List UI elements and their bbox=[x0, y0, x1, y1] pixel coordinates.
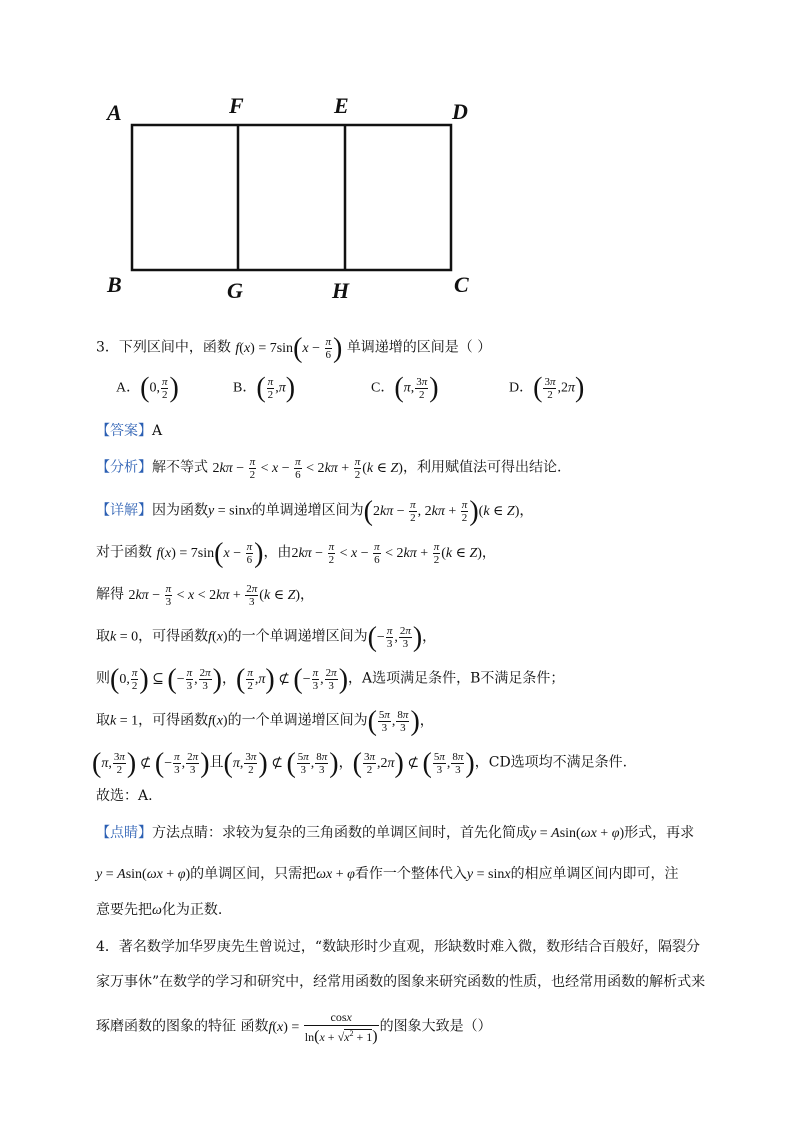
detail-6-k: k = 1 bbox=[110, 713, 139, 729]
tip-2c-text: 的相应单调区间内即可，注 bbox=[510, 866, 679, 882]
option-c[interactable]: C．(π, $\frac{3\pi}{2}$ ) bbox=[371, 372, 439, 404]
detail-7-math-1: (π, $\frac{3\pi}{2}$ ) ⊄ (− $\frac{\pi}{3}$ , $\frac{2\pi}{3}$ ) bbox=[92, 747, 210, 779]
option-a-label: A． bbox=[116, 380, 141, 396]
tip-2-math-b: ωx + φ bbox=[316, 867, 355, 882]
detail-4-f: f(x) bbox=[208, 629, 228, 645]
option-b[interactable]: B．( $\frac{\pi}{2}$ ,π) bbox=[233, 372, 296, 404]
q4-line-2 bbox=[96, 972, 705, 992]
outer-rectangle bbox=[132, 125, 451, 270]
q3-analysis bbox=[96, 456, 561, 481]
q3-detail-7 bbox=[92, 747, 628, 779]
q3-function: f(x) = 7sin(x − $\frac{\pi}{6}$ ) bbox=[235, 332, 343, 364]
analysis-inequality: 2kπ − $\frac{\pi}{2}$ < x − $\frac{\pi}{6}$ < 2kπ + $\frac{\pi}{2}$ (k ∈ Z) bbox=[212, 456, 403, 481]
detail-2-func: f(x) = 7sin(x − $\frac{\pi}{6}$ ) bbox=[156, 537, 264, 569]
q4-line-2-text: 家万事休”在数学的学习和研究中，经常用函数的图象来研究函数的性质，也经常用函数的解析式来 bbox=[96, 974, 706, 990]
detail-4-pre: 取 bbox=[96, 628, 110, 645]
option-a[interactable]: A．(0, $\frac{\pi}{2}$ ) bbox=[116, 372, 179, 404]
q4-line-3-post: 的图象大致是（） bbox=[379, 1018, 492, 1035]
detail-8-text: 故选：A. bbox=[96, 788, 153, 804]
q4-line-1 bbox=[96, 937, 700, 957]
analysis-post: ，利用赋值法可得出结论. bbox=[402, 459, 562, 476]
q3-detail-3 bbox=[96, 583, 314, 608]
detail-3-ineq: 2kπ − $\frac{\pi}{3}$ < x < 2kπ + $\frac{2\pi}{3}$ (k ∈ Z)， bbox=[128, 583, 315, 608]
q3-tip-1 bbox=[96, 823, 694, 844]
detail-5-pre: 则 bbox=[96, 670, 110, 687]
detail-6-interval: ( $\frac{5\pi}{3}$ , $\frac{8\pi}{3}$ )， bbox=[367, 705, 434, 737]
detail-6-pre: 取 bbox=[96, 712, 110, 729]
label-e: E bbox=[334, 93, 349, 118]
q4-function: f(x) = $\frac{\cos x}{\ln(x + √x^2 + 1)}$ bbox=[268, 1010, 378, 1045]
tip-1-text: 方法点睛：求较为复杂的三角函数的单调区间时，首先化简成 bbox=[152, 825, 530, 841]
label-g: G bbox=[227, 278, 243, 303]
detail-1-text: 因为函数 bbox=[152, 502, 208, 519]
detail-1b-text: 的单调递增区间为 bbox=[251, 502, 364, 519]
q3-stem-suffix: 单调递增的区间是（ ） bbox=[346, 339, 492, 356]
q3-detail-8 bbox=[96, 786, 153, 806]
detail-6-mid: ，可得函数 bbox=[138, 712, 209, 729]
detail-1-math: y = sinx bbox=[208, 503, 252, 519]
analysis-pre: 解不等式 bbox=[152, 459, 208, 476]
tip-3-omega: ω bbox=[152, 903, 162, 918]
detail-6-f: f(x) bbox=[208, 713, 228, 729]
tip-2b-text: 看作一个整体代入 bbox=[354, 866, 467, 882]
q3-tip-3 bbox=[96, 900, 222, 921]
detail-tag: 【详解】 bbox=[96, 502, 152, 519]
tip-1-math: y = Asin(ωx + φ) bbox=[530, 826, 625, 841]
q4-line-3-pre: 琢磨函数的图象的特征 函数 bbox=[96, 1018, 269, 1035]
detail-7-and: 且 bbox=[209, 754, 224, 771]
label-c: C bbox=[454, 272, 469, 297]
answer-value: A bbox=[152, 423, 163, 439]
q3-detail-6 bbox=[96, 705, 434, 737]
option-d[interactable]: D．( $\frac{3\pi}{2}$ ,2π) bbox=[509, 372, 585, 404]
tip-1b-text: 形式，再求 bbox=[624, 825, 695, 841]
tip-3b-text: 化为正数. bbox=[161, 902, 223, 918]
q3-detail-5 bbox=[96, 663, 565, 695]
q3-detail-4 bbox=[96, 621, 437, 653]
q3-detail-2 bbox=[96, 537, 496, 569]
tip-2-math-c: y = sinx bbox=[466, 867, 511, 882]
detail-7-math-2: (π, $\frac{3\pi}{2}$ ) ⊄ ( $\frac{5\pi}{3}$ , $\frac{8\pi}{3}$ )，( $\frac{3\pi}{2}$ ,2π) ⊄ ( $\frac{5\pi}{3}$ , $\frac{8\pi}{3}$ ) bbox=[223, 747, 475, 779]
detail-5-post: ，A选项满足条件，B不满足条件； bbox=[348, 670, 565, 687]
detail-4-k: k = 0 bbox=[110, 629, 139, 645]
option-c-label: C． bbox=[371, 380, 395, 396]
detail-6-post: 的一个单调递增区间为 bbox=[227, 712, 368, 729]
label-d: D bbox=[452, 99, 468, 124]
detail-2-pre: 对于函数 bbox=[96, 544, 152, 561]
label-f: F bbox=[229, 93, 244, 118]
rectangle-figure bbox=[100, 92, 480, 307]
q4-line-3 bbox=[96, 1010, 492, 1045]
label-h: H bbox=[332, 278, 350, 303]
detail-4-mid: ，可得函数 bbox=[138, 628, 209, 645]
detail-5-math: (0, $\frac{\pi}{2}$ ) ⊆ (− $\frac{\pi}{3}$ , $\frac{2\pi}{3}$ )，( $\frac{\pi}{2}$ ,π) ⊄ (− $\frac{\pi}{3}$ , $\frac{2\pi}{3}$ ) bbox=[110, 663, 349, 695]
answer-tag: 【答案】 bbox=[96, 423, 152, 439]
q3-stem bbox=[96, 332, 492, 364]
q3-detail-1 bbox=[96, 495, 534, 527]
tip-tag: 【点睛】 bbox=[96, 825, 152, 841]
q3-tip-2 bbox=[96, 864, 679, 885]
label-b: B bbox=[107, 272, 122, 297]
detail-7-post: ，CD选项均不满足条件. bbox=[474, 754, 628, 771]
tip-3a-text: 意要先把 bbox=[96, 902, 152, 918]
q4-line-1-text: 4．著名数学加华罗庚先生曾说过，“数缺形时少直观，形缺数时难入微，数形结合百般好，隔裂分 bbox=[96, 939, 701, 955]
option-d-label: D． bbox=[509, 380, 534, 396]
option-b-label: B． bbox=[233, 380, 257, 396]
detail-4-interval: (− $\frac{\pi}{3}$ , $\frac{2\pi}{3}$ )， bbox=[367, 621, 437, 653]
tip-2-math-a: y = Asin(ωx + φ) bbox=[96, 867, 191, 882]
detail-1-interval: (2kπ − $\frac{\pi}{2}$ , 2kπ + $\frac{\pi}{2}$ )(k ∈ Z)， bbox=[363, 495, 534, 527]
q3-answer bbox=[96, 421, 162, 441]
analysis-tag: 【分析】 bbox=[96, 459, 152, 476]
label-a: A bbox=[107, 100, 122, 125]
detail-2-mid: ，由 bbox=[263, 544, 292, 561]
detail-3-pre: 解得 bbox=[96, 586, 124, 603]
tip-2a-text: 的单调区间，只需把 bbox=[190, 866, 317, 882]
q3-stem-prefix: 3．下列区间中，函数 bbox=[96, 339, 231, 356]
detail-4-post: 的一个单调递增区间为 bbox=[227, 628, 368, 645]
detail-2-ineq: 2kπ − $\frac{\pi}{2}$ < x − $\frac{\pi}{6}$ < 2kπ + $\frac{\pi}{2}$ (k ∈ Z)， bbox=[291, 541, 496, 566]
